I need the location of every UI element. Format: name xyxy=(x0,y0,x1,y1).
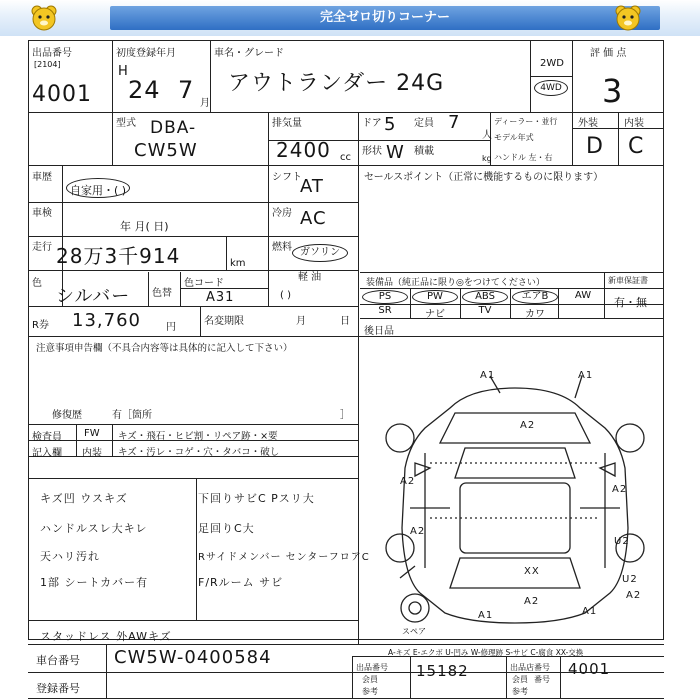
col-divider xyxy=(268,165,269,306)
row-divider xyxy=(360,272,664,273)
shift-label: シフト xyxy=(272,172,302,183)
legend-row-1: キズ・飛石・ヒビ割・リペア跡・×要 xyxy=(118,431,278,442)
chassis-label: 車台番号 xyxy=(36,654,80,667)
recycle-label: R券 xyxy=(32,320,49,331)
dealer-label: ディーラー・並行 xyxy=(494,117,558,126)
capacity-label: 定員 xyxy=(414,118,434,129)
equipment-item: カワ xyxy=(525,309,545,320)
ac: AC xyxy=(300,208,327,229)
private-use-circle xyxy=(66,178,130,198)
interior-label: 内装 xyxy=(624,118,644,129)
model-label: 型式 xyxy=(116,118,136,129)
legend-row-2: キズ・汚レ・コゲ・穴・タバコ・破し xyxy=(118,447,280,458)
row-divider xyxy=(28,236,358,237)
col-divider xyxy=(572,40,573,165)
km-unit: km xyxy=(230,258,246,269)
col-divider xyxy=(358,336,359,424)
recycle-amount: 13,760 xyxy=(72,310,141,331)
fw-label: FW xyxy=(84,428,100,439)
car-name-label: 車名・グレード xyxy=(214,48,284,59)
remark-left-2: ハンドルスレ大キレ xyxy=(40,522,148,535)
row-divider xyxy=(28,336,664,337)
footer-sub-label: 参考 xyxy=(512,687,528,696)
remark-right-4: F/Rルーム サビ xyxy=(198,576,284,589)
type-value: 自家用・( ) xyxy=(70,184,127,197)
drive-4wd: 4WD xyxy=(534,80,568,96)
color: シルバー xyxy=(56,286,131,307)
car-damage-diagram xyxy=(370,368,660,638)
col-divider xyxy=(112,424,113,456)
score-label: 評 価 点 xyxy=(590,48,627,59)
col-divider xyxy=(358,424,359,644)
col-divider xyxy=(558,288,559,318)
color-code-label: 色コード xyxy=(184,278,224,289)
exterior-label: 外装 xyxy=(578,118,598,129)
remark-right-1: 下回りサビC Pスリ大 xyxy=(198,492,315,505)
deadline-month: 月 xyxy=(296,316,306,327)
repair-value: 有［箇所 xyxy=(112,410,152,421)
damage-mark: A1 xyxy=(480,370,496,381)
reg-year-label: 初度登録年月 xyxy=(116,48,176,59)
new-car-warranty-label: 新車保証書 xyxy=(608,276,648,285)
door-label: ドア xyxy=(362,118,382,129)
weight-label: 積載 xyxy=(414,146,434,157)
col-divider xyxy=(358,112,359,336)
displacement: 2400 xyxy=(276,138,331,162)
col-divider xyxy=(112,40,113,165)
col-divider xyxy=(618,112,619,165)
fuel-blank: ( ) xyxy=(280,290,291,301)
row-divider xyxy=(530,76,572,77)
col-divider xyxy=(268,112,269,165)
remark-right-2: 足回りC大 xyxy=(198,522,255,535)
equipment-item: PW xyxy=(412,290,458,304)
remark-left-4: 1部 シートカバー有 xyxy=(40,576,149,589)
damage-mark: U2 xyxy=(622,574,638,585)
equipment-label: 装備品（純正品に限り◎をつけてください） xyxy=(366,278,545,288)
fuel-label: 燃料 xyxy=(272,242,292,253)
equipment-item: PS xyxy=(362,290,408,304)
damage-mark: A1 xyxy=(478,610,494,621)
row-divider xyxy=(358,140,490,141)
recycle-yen: 円 xyxy=(166,322,176,333)
model-code: CW5W xyxy=(134,140,198,161)
cc-unit: cc xyxy=(340,152,351,163)
row-divider xyxy=(28,698,664,699)
type-label: 車歴 xyxy=(32,172,52,183)
col-divider xyxy=(106,644,107,698)
row-divider xyxy=(28,165,664,166)
shape-label: 形状 xyxy=(362,146,382,157)
reg-month: 7 xyxy=(178,76,195,104)
damage-mark: XX xyxy=(524,566,540,577)
deadline-label: 名変期限 xyxy=(204,316,244,327)
row-divider xyxy=(360,288,664,289)
shape: W xyxy=(386,142,405,163)
lot-number: 4001 xyxy=(32,82,92,107)
remark-bottom: スタッドレス 外AWキズ xyxy=(40,630,172,643)
month-unit: 月 xyxy=(200,98,210,109)
drive-2wd: 2WD xyxy=(540,58,564,69)
footer-sub-label: 会員 xyxy=(512,675,528,684)
mascot-left-icon xyxy=(30,4,58,32)
exhibitor-label: 出品店番号 xyxy=(510,663,550,672)
col-divider xyxy=(76,424,77,456)
row-divider xyxy=(28,620,358,621)
col-divider xyxy=(410,288,411,318)
score: 3 xyxy=(602,72,624,110)
spare-label: スペア xyxy=(402,627,426,636)
reg-year: 24 xyxy=(128,76,161,104)
row-divider xyxy=(28,202,358,203)
damage-mark: A2 xyxy=(520,420,536,431)
sales-point-label: セールスポイント（正常に機能するものに限ります） xyxy=(364,172,604,183)
damage-mark: U2 xyxy=(614,536,630,547)
handle-label: ハンドル 左・右 xyxy=(494,153,553,162)
damage-mark: A2 xyxy=(524,596,540,607)
registration-label: 登録番号 xyxy=(36,682,80,695)
remark-left-3: 天ハリ汚れ xyxy=(40,550,100,563)
footer-sub-label: 会員 xyxy=(362,675,378,684)
lot-label: 出品番号 xyxy=(32,48,72,59)
fuel-gasoline: ガソリン xyxy=(292,244,348,262)
deadline-day: 日 xyxy=(340,316,350,327)
inspection-value: 年 月( 日) xyxy=(120,220,169,233)
damage-mark: A1 xyxy=(582,606,598,617)
damage-mark: A2 xyxy=(626,590,642,601)
mileage: 28万3千914 xyxy=(56,244,181,268)
rear-label: 後日品 xyxy=(364,326,394,337)
equipment-item: ABS xyxy=(462,290,508,304)
interior-legend: 内装 xyxy=(82,448,102,459)
equipment-item: ナビ xyxy=(425,309,445,320)
mascot-right-icon xyxy=(614,4,642,32)
col-divider xyxy=(200,306,201,336)
damage-mark: A2 xyxy=(400,476,416,487)
color-label: 色 xyxy=(32,278,42,289)
equipment-item: AW xyxy=(574,290,592,301)
remark-left-1: キズ凹 ウスキズ xyxy=(40,492,128,505)
exterior-grade: D xyxy=(586,134,604,159)
lot-sub: [2104] xyxy=(34,60,61,69)
kg-unit: kg xyxy=(482,154,492,163)
capacity: 7 xyxy=(448,112,461,133)
col-divider xyxy=(196,478,197,620)
row-divider xyxy=(28,424,358,425)
row-divider xyxy=(28,644,664,645)
remark-right-3: Rサイドメンバー センターフロアC xyxy=(198,552,370,563)
shift: AT xyxy=(300,176,324,197)
color-change-label: 色替 xyxy=(152,288,172,299)
repair-close: ］ xyxy=(340,410,350,421)
row-divider xyxy=(28,112,664,113)
equipment-item: SR xyxy=(378,305,392,316)
inspection-label: 車検 xyxy=(32,208,52,219)
damage-key: A-キズ E-エクボ U-凹み W-修理跡 S-サビ C-腐食 XX-交換 xyxy=(388,648,584,657)
warranty-value: 有・無 xyxy=(614,296,647,309)
row-divider xyxy=(28,478,358,479)
col-divider xyxy=(510,288,511,318)
damage-mark: A1 xyxy=(578,370,594,381)
model-year-label: モデル年式 xyxy=(494,133,534,142)
damage-mark: A2 xyxy=(612,484,628,495)
col-divider xyxy=(226,236,227,270)
col-divider xyxy=(352,656,353,698)
persons-unit: 人 xyxy=(482,130,492,141)
era: H xyxy=(118,64,129,79)
notes-header: 注意事項申告欄（不具合内容等は具体的に記入して下さい） xyxy=(36,343,293,354)
interior-grade: C xyxy=(628,134,645,159)
model-prefix: DBA- xyxy=(150,118,197,138)
repair-label: 修復歴 xyxy=(52,410,82,421)
auction-label: 出品番号 xyxy=(356,663,388,672)
inspector-label: 検査員 xyxy=(32,432,62,443)
exhibitor-number: 4001 xyxy=(568,660,611,678)
equipment-item: TV xyxy=(478,305,492,316)
fuel-diesel: 軽 油 xyxy=(298,272,322,283)
footer-sub-label: 参考 xyxy=(362,687,378,696)
col-divider xyxy=(148,272,149,306)
equipment-item: エアB xyxy=(512,290,558,304)
chassis-number: CW5W-0400584 xyxy=(114,647,272,668)
footer-sub-label: 番号 xyxy=(534,675,550,684)
color-code: A31 xyxy=(206,290,235,305)
page-title: 完全ゼロ切りコーナー xyxy=(319,10,450,25)
col-divider xyxy=(210,40,211,112)
col-divider xyxy=(410,656,411,698)
col-divider xyxy=(560,656,561,698)
ac-label: 冷房 xyxy=(272,208,292,219)
damage-mark: A2 xyxy=(410,526,426,537)
mileage-label: 走行 xyxy=(32,242,52,253)
doors: 5 xyxy=(384,114,397,135)
displacement-label: 排気量 xyxy=(272,118,302,129)
auction-number: 15182 xyxy=(416,662,469,680)
entry-label: 記入欄 xyxy=(32,448,62,459)
col-divider xyxy=(506,656,507,698)
car-name: アウトランダー 24G xyxy=(228,71,445,96)
col-divider xyxy=(460,288,461,318)
